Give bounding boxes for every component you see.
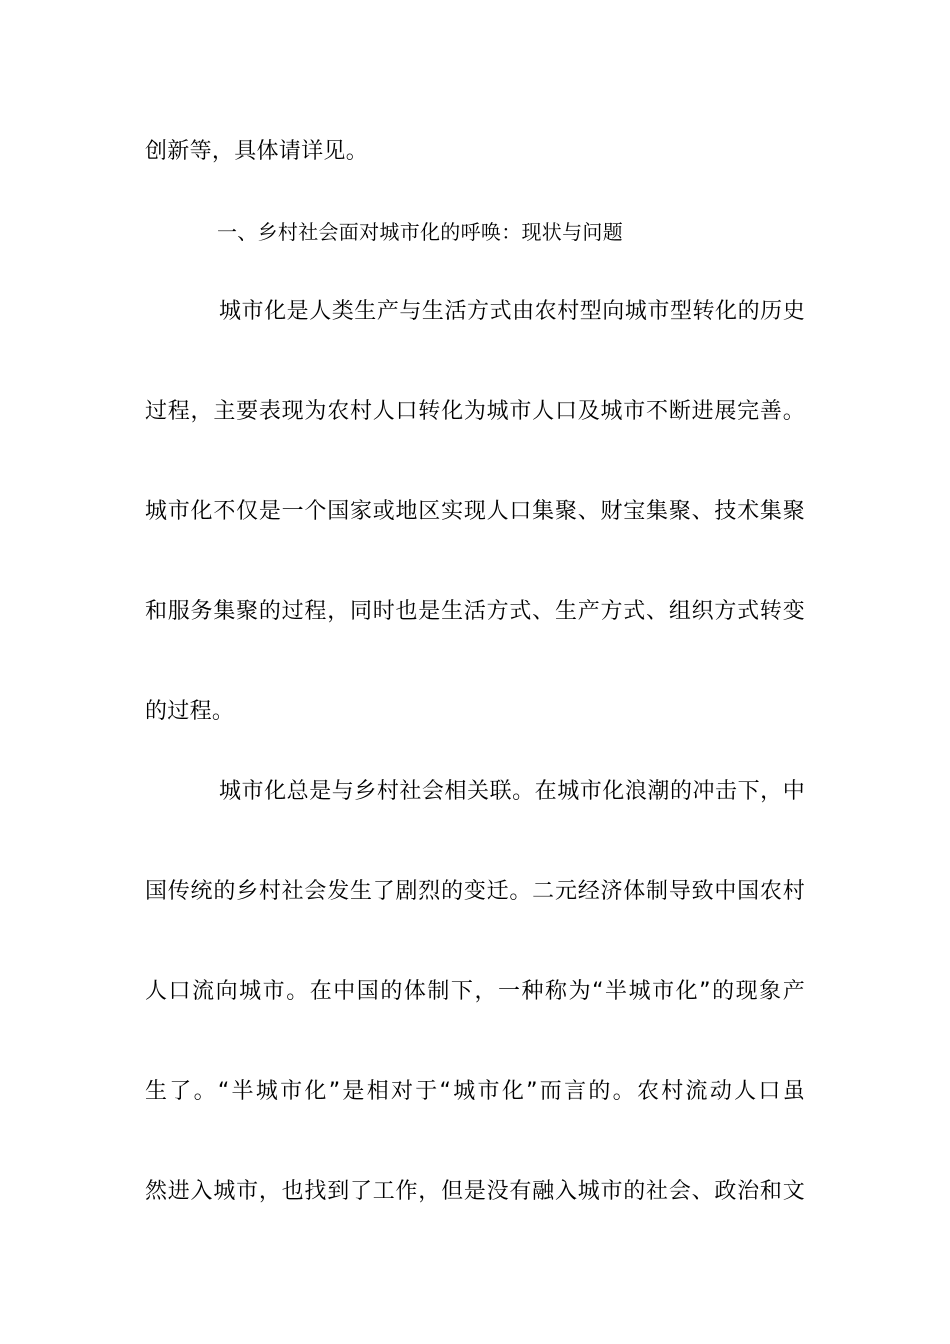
paragraph-line: 城市化不仅是一个国家或地区实现人口集聚、财宝集聚、技术集聚	[145, 499, 805, 524]
paragraph-line: 和服务集聚的过程，同时也是生活方式、生产方式、组织方式转变	[145, 599, 805, 624]
paragraph-line: 生了。“半城市化”是相对于“城市化”而言的。农村流动人口虽	[145, 1079, 805, 1104]
paragraph-line: 过程，主要表现为农村人口转化为城市人口及城市不断进展完善。	[145, 399, 805, 424]
paragraph-line: 国传统的乡村社会发生了剧烈的变迁。二元经济体制导致中国农村	[145, 879, 805, 904]
paragraph-line: 城市化是人类生产与生活方式由农村型向城市型转化的历史	[219, 299, 805, 324]
paragraph-line: 然进入城市，也找到了工作，但是没有融入城市的社会、政治和文	[145, 1179, 805, 1204]
section-heading: 一、乡村社会面对城市化的呼唤：现状与问题	[217, 220, 623, 244]
paragraph-line: 的过程。	[145, 699, 235, 724]
paragraph-line: 城市化总是与乡村社会相关联。在城市化浪潮的冲击下，中	[219, 779, 805, 804]
paragraph-line: 人口流向城市。在中国的体制下，一种称为“半城市化”的现象产	[145, 979, 805, 1004]
paragraph-line: 创新等，具体请详见。	[145, 139, 369, 164]
